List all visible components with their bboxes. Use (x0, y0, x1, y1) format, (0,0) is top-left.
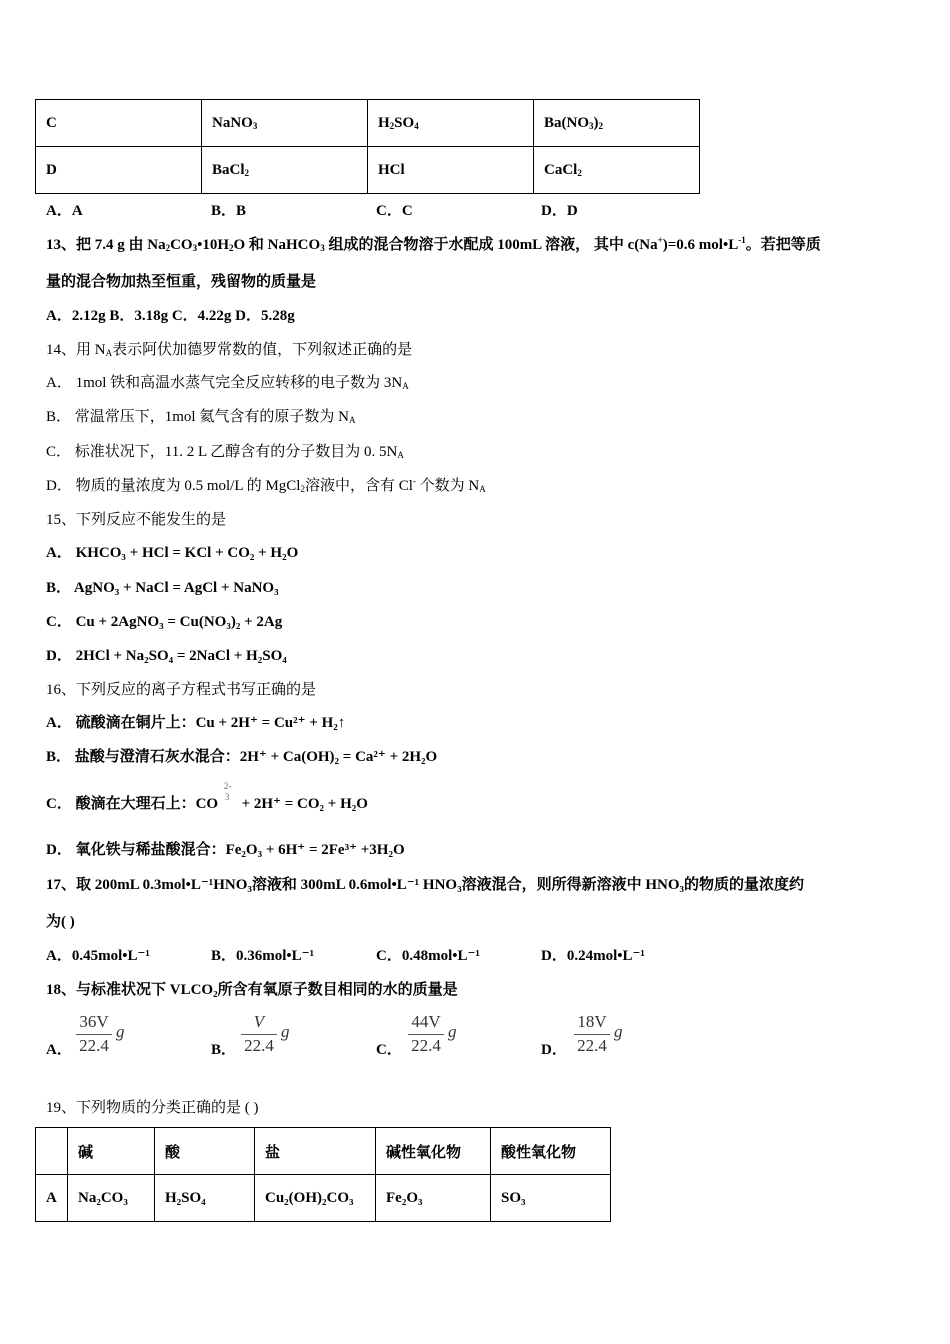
q19-row-a-acid: H₂SO₄ (155, 1175, 255, 1222)
q17-option-b: B．0.36mol•L⁻¹ (211, 948, 315, 964)
q14-stem: 14、用 $N_A$表示阿伏加德罗常数的值，下列叙述正确的是 (46, 342, 413, 358)
q16-option-d: D． 氧化铁与稀盐酸混合：Fe₂O₃ + 6H⁺ = 2Fe³⁺ +3H₂O (46, 842, 405, 858)
q18-stem: 18、与标准状况下 VLCO₂所含有氧原子数目相同的水的质量是 (46, 982, 458, 998)
q19-header-base: 碱 (68, 1128, 155, 1175)
q16-stem: 16、下列反应的离子方程式书写正确的是 (46, 682, 317, 698)
q15-option-c: C． Cu + 2AgNO₃ = Cu(NO₃)₂ + 2Ag (46, 614, 283, 630)
row-d-label: D (36, 147, 202, 194)
q19-header-acidic-oxide: 酸性氧化物 (491, 1128, 611, 1175)
q18-option-b-label: B． (211, 1042, 237, 1058)
q18-option-c-label: C． (376, 1042, 402, 1058)
q19-row-a-salt: Cu₂(OH)₂CO₃ (255, 1175, 376, 1222)
q12-option-d: D．D (541, 203, 578, 219)
q15-option-a: A． KHCO₃ + HCl = KCl + CO₂ + H₂O (46, 545, 299, 561)
q19-row-a-acidic-oxide: SO₃ (491, 1175, 611, 1222)
q19-table (35, 1127, 611, 1222)
row-c-col1: NaNO$_3$ (202, 100, 368, 147)
q17-option-c: C．0.48mol•L⁻¹ (376, 948, 480, 964)
q12-option-a: A．A (46, 203, 83, 219)
row-d-col2: HCl (368, 147, 534, 194)
q18-option-d-fraction: 18V 22.4 g (574, 1012, 634, 1060)
q15-option-d: D． 2HCl + Na₂SO₄ = 2NaCl + H₂SO₄ (46, 648, 287, 664)
q19-header-acid: 酸 (155, 1128, 255, 1175)
row-c-col2: $H_2SO_4$ (368, 100, 534, 147)
q19-header-basic-oxide: 碱性氧化物 (376, 1128, 491, 1175)
row-d-col3: CaCl$_2$ (534, 147, 700, 194)
top-table (35, 99, 700, 194)
q19-header-blank (36, 1128, 68, 1175)
q19-header-salt: 盐 (255, 1128, 376, 1175)
q16-option-b: B． 盐酸与澄清石灰水混合：2H⁺ + Ca(OH)₂ = Ca²⁺ + 2H₂O (46, 749, 438, 765)
q15-stem: 15、下列反应不能发生的是 (46, 512, 227, 528)
q19-row-a-basic-oxide: Fe₂O₃ (376, 1175, 491, 1222)
q14-option-d: D． 物质的量浓度为 0.5 mol/L 的 MgCl$_2$溶液中，含有 Cl- 个数为 $N_A$ (46, 476, 486, 494)
row-c-col3: $Ba(NO_3)_2$ (534, 100, 700, 147)
q17-option-a: A．0.45mol•L⁻¹ (46, 948, 150, 964)
carbonate-charge: 2- 3 (223, 780, 232, 802)
q17-option-d: D．0.24mol•L⁻¹ (541, 948, 645, 964)
q18-option-d-label: D． (541, 1042, 567, 1058)
q13-stem-line1: 13、把 7.4 g 由 $Na_2CO_3•10H_2O$ 和 NaHCO$_3$ 组成的混合物溶于水配成 100mL 溶液， 其中 c(Na+)=0.6 $mol•L^{-1}$。若把等质 (46, 235, 821, 253)
q16-option-a: A． 硫酸滴在铜片上：Cu + 2H⁺ = Cu²⁺ + H₂↑ (46, 715, 346, 731)
q18-option-b-fraction: V 22.4 g (241, 1012, 301, 1060)
q17-stem-line2: 为( ) (46, 914, 75, 930)
q18-option-a-fraction: 36V 22.4 g (76, 1012, 136, 1060)
q14-option-b: B． 常温常压下，1mol 氦气含有的原子数为 $N_A$ (46, 409, 356, 425)
q19-row-a-label: A (36, 1175, 68, 1222)
q17-stem-line1: 17、取 200mL 0.3mol•L⁻¹HNO₃溶液和 300mL 0.6mol•L⁻¹ HNO₃溶液混合，则所得新溶液中 HNO₃的物质的量浓度约 (46, 877, 805, 893)
q12-option-b: B．B (211, 203, 247, 219)
q18-option-a-label: A． (46, 1042, 72, 1058)
q12-option-c: C．C (376, 203, 413, 219)
q16-option-c: C． 酸滴在大理石上：CO 2- 3 + 2H⁺ = CO₂ + H₂O (46, 780, 368, 812)
row-d-col1: BaCl$_2$ (202, 147, 368, 194)
q18-option-c-fraction: 44V 22.4 g (408, 1012, 468, 1060)
q19-stem: 19、下列物质的分类正确的是 ( ) (46, 1100, 259, 1116)
q13-options: A．2.12g B．3.18g C．4.22g D．5.28g (46, 308, 295, 324)
q19-row-a-base: Na₂CO₃ (68, 1175, 155, 1222)
q13-stem-line2: 量的混合物加热至恒重，残留物的质量是 (46, 274, 317, 290)
q14-option-a: A． 1mol 铁和高温水蒸气完全反应转移的电子数为 $3N_A$ (46, 375, 409, 391)
q14-option-c: C． 标准状况下，11. 2 L 乙醇含有的分子数目为 0. $5N_A$ (46, 444, 404, 460)
q15-option-b: B． AgNO₃ + NaCl = AgCl + NaNO₃ (46, 580, 279, 596)
row-c-label: C (36, 100, 202, 147)
